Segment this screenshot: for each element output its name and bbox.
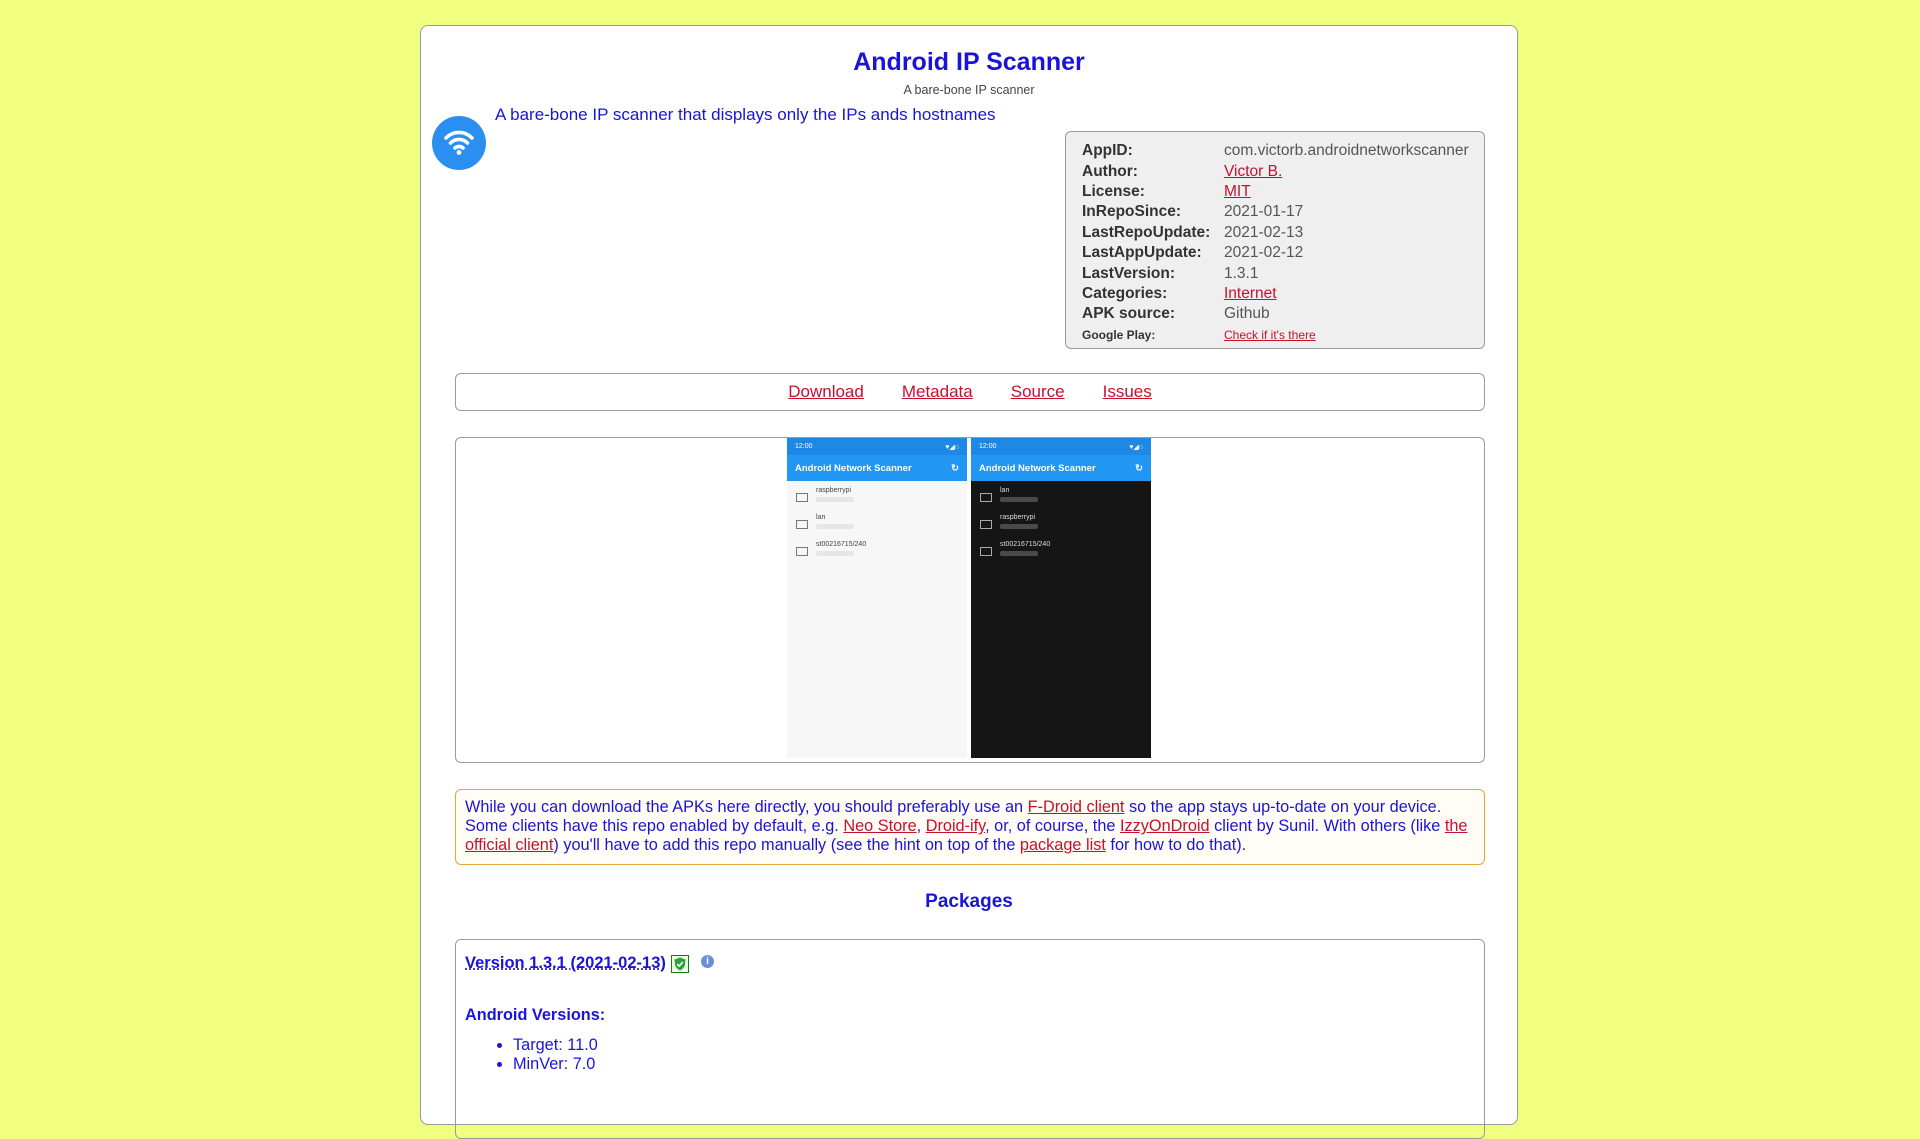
phone-toolbar-title: Android Network Scanner <box>979 462 1096 474</box>
info-row-lastappupdate <box>1082 243 1484 263</box>
phone-toolbar <box>971 455 1151 481</box>
nav-download-link[interactable]: Download <box>788 382 864 401</box>
version-link[interactable] <box>465 954 689 973</box>
phone-time: 12:00 <box>979 443 997 450</box>
screenshot-light[interactable] <box>787 438 967 758</box>
blurred-ip <box>816 551 854 556</box>
blurred-ip <box>1000 497 1038 502</box>
app-summary: A bare-bone IP scanner that displays only the IPs ands hostnames <box>495 105 996 124</box>
device-name: lan <box>816 514 826 521</box>
list-item <box>787 487 967 514</box>
list-item: • MinVer: 7.0 <box>513 1055 598 1074</box>
page-subtitle: A bare-bone IP scanner <box>903 83 1035 97</box>
notice-text: While you can download the APKs here directly, you should preferably use an <box>465 798 1028 816</box>
info-label: AppID: <box>1082 142 1133 160</box>
laptop-icon <box>980 547 992 556</box>
refresh-icon: ↻ <box>951 462 959 474</box>
version-label: Version 1.3.1 (2021-02-13) <box>465 954 666 972</box>
packages-heading: Packages <box>925 891 1013 912</box>
notice-text: , or, of course, the <box>985 817 1120 836</box>
official-client-link[interactable]: the official client <box>465 817 1468 855</box>
list-item <box>971 514 1151 541</box>
info-row-appid <box>1082 141 1484 161</box>
blurred-ip <box>816 524 854 529</box>
phone-device-list <box>971 481 1151 568</box>
android-versions-list <box>465 1036 598 1074</box>
izzyondroid-link[interactable]: IzzyOnDroid <box>1119 817 1210 836</box>
app-nav <box>455 373 1485 411</box>
phone-time: 12:00 <box>795 443 813 450</box>
info-label: APK source: <box>1082 305 1176 323</box>
blurred-ip <box>816 497 854 502</box>
droidify-link[interactable]: Droid-ify <box>925 817 986 836</box>
laptop-icon <box>980 493 992 502</box>
info-row-apksource <box>1082 304 1484 324</box>
info-value: 1.3.1 <box>1224 264 1259 282</box>
neo-store-link[interactable]: Neo Store <box>843 817 917 836</box>
package-list-link[interactable]: package list <box>1019 836 1106 855</box>
info-label: LastVersion: <box>1082 264 1176 282</box>
license-link[interactable]: MIT <box>1224 182 1251 200</box>
notice-text: client by Sunil. With others (like <box>1209 817 1445 836</box>
status-icons: ♥◢○ <box>945 443 959 451</box>
device-name: st00216715/240 <box>1000 541 1051 548</box>
device-name: raspberrypi <box>816 487 852 494</box>
android-versions-label: Android Versions: <box>465 1006 606 1024</box>
info-row-author <box>1082 161 1484 181</box>
info-row-inreposince <box>1082 202 1484 222</box>
verified-shield-icon <box>671 955 689 973</box>
blurred-ip <box>1000 551 1038 556</box>
info-row-lastversion <box>1082 263 1484 283</box>
phone-device-list <box>787 481 967 568</box>
client-notice <box>455 789 1485 865</box>
category-link[interactable]: Internet <box>1224 284 1277 302</box>
info-value: 2021-02-12 <box>1224 244 1304 262</box>
info-value: 2021-02-13 <box>1224 223 1304 241</box>
screenshots-box <box>455 437 1485 763</box>
laptop-icon <box>796 493 808 502</box>
notice-text: so the app stays up-to-date on your device. Some clients have this repo enabled by default, e.g. <box>465 798 1442 836</box>
nav-issues-link[interactable]: Issues <box>1102 382 1152 401</box>
phone-status-bar <box>787 438 967 455</box>
list-item: • Target: 11.0 <box>513 1036 598 1055</box>
info-row-categories <box>1082 284 1484 304</box>
nav-metadata-link[interactable]: Metadata <box>901 382 973 401</box>
status-icons: ♥◢○ <box>1129 443 1143 451</box>
page-title: Android IP Scanner <box>853 48 1085 76</box>
phone-status-bar <box>971 438 1151 455</box>
notice-text: ) you'll have to add this repo manually (see the hint on top of the <box>553 836 1020 855</box>
screenshot-dark[interactable] <box>971 438 1151 758</box>
list-item <box>971 487 1151 514</box>
info-label: LastAppUpdate: <box>1082 244 1202 262</box>
info-value: com.victorb.androidnetworkscanner <box>1224 142 1469 160</box>
blurred-ip <box>1000 524 1038 529</box>
phone-toolbar-title: Android Network Scanner <box>795 462 912 474</box>
fdroid-client-link[interactable]: F-Droid client <box>1027 798 1125 816</box>
notice-text: , <box>916 817 926 836</box>
laptop-icon <box>796 520 808 529</box>
laptop-icon <box>796 547 808 556</box>
info-row-googleplay <box>1082 325 1484 345</box>
refresh-icon: ↻ <box>1135 462 1143 474</box>
info-row-license <box>1082 182 1484 202</box>
phone-toolbar <box>787 455 967 481</box>
info-label: Categories: <box>1082 284 1168 302</box>
list-item <box>971 541 1151 568</box>
notice-text: for how to do that). <box>1105 836 1247 855</box>
info-label: License: <box>1082 182 1145 200</box>
laptop-icon <box>980 520 992 529</box>
device-name: lan <box>1000 487 1010 494</box>
google-play-link[interactable]: Check if it's there <box>1224 327 1316 342</box>
info-label: Author: <box>1082 162 1138 180</box>
wifi-icon <box>432 116 486 170</box>
info-icon[interactable]: i <box>701 955 714 968</box>
info-value: 2021-01-17 <box>1224 203 1304 221</box>
app-info-box <box>1065 131 1485 349</box>
info-row-lastrepoupdate <box>1082 223 1484 243</box>
device-name: raspberrypi <box>1000 514 1036 521</box>
info-label: Google Play: <box>1082 327 1156 342</box>
info-label: InRepoSince: <box>1082 203 1182 221</box>
info-label: LastRepoUpdate: <box>1082 223 1211 241</box>
nav-source-link[interactable]: Source <box>1010 382 1065 401</box>
info-value: Github <box>1224 305 1270 323</box>
author-link[interactable]: Victor B. <box>1224 162 1283 180</box>
package-box <box>455 939 1485 1139</box>
list-item <box>787 514 967 541</box>
app-page <box>420 25 1518 1125</box>
device-name: st00216715/240 <box>816 541 867 548</box>
list-item <box>787 541 967 568</box>
